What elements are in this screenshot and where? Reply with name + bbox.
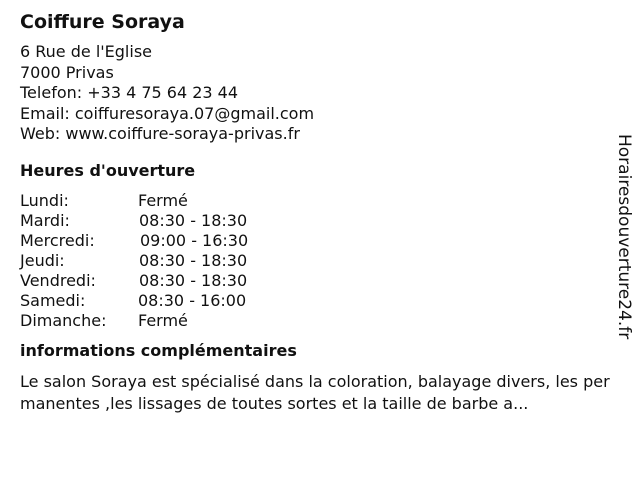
- hours-row-monday: [20, 191, 616, 211]
- hours-value: 08:30 - 18:30: [139, 210, 248, 230]
- hours-row-wednesday: [20, 231, 616, 251]
- hours-value: Fermé: [138, 190, 188, 210]
- hours-value: 08:30 - 16:00: [138, 290, 247, 310]
- hours-value: 08:30 - 18:30: [139, 270, 248, 290]
- business-name: Coiffure Soraya: [20, 11, 185, 33]
- phone-text: Telefon: +33 4 75 64 23 44: [20, 83, 239, 102]
- email-text: Email: coiffuresoraya.07@gmail.com: [20, 103, 315, 123]
- contact-block: [20, 42, 616, 145]
- hours-value: Fermé: [138, 310, 188, 330]
- web-text: Web: www.coiffure-soraya-privas.fr: [20, 124, 300, 143]
- day-label: Mardi:: [20, 210, 70, 230]
- business-card: [20, 10, 616, 415]
- day-label: Dimanche:: [20, 310, 107, 330]
- day-label: Vendredi:: [20, 270, 96, 290]
- opening-hours-table: [20, 191, 616, 331]
- hours-value: 08:30 - 18:30: [139, 250, 248, 270]
- additional-info-text: Le salon Soraya est spécialisé dans la coloration, balayage divers, les permanentes ,les lissages de toutes sortes et la taille de barbe a...: [20, 371, 610, 413]
- additional-info-heading: informations complémentaires: [20, 340, 297, 360]
- hours-value: 09:00 - 16:30: [140, 230, 249, 250]
- day-label: Jeudi:: [20, 250, 65, 270]
- opening-hours-heading: Heures d'ouverture: [20, 160, 196, 180]
- site-watermark: Horairesdouverture24.fr: [614, 134, 634, 340]
- day-label: Lundi:: [20, 190, 69, 210]
- hours-row-tuesday: [20, 211, 616, 231]
- address-line-1: 6 Rue de l'Eglise: [20, 42, 152, 61]
- hours-row-thursday: [20, 251, 616, 271]
- day-label: Samedi:: [20, 290, 86, 310]
- address-line-2: 7000 Privas: [20, 62, 114, 82]
- hours-row-sunday: [20, 311, 616, 331]
- day-label: Mercredi:: [20, 230, 95, 250]
- hours-row-friday: [20, 271, 616, 291]
- hours-row-saturday: [20, 291, 616, 311]
